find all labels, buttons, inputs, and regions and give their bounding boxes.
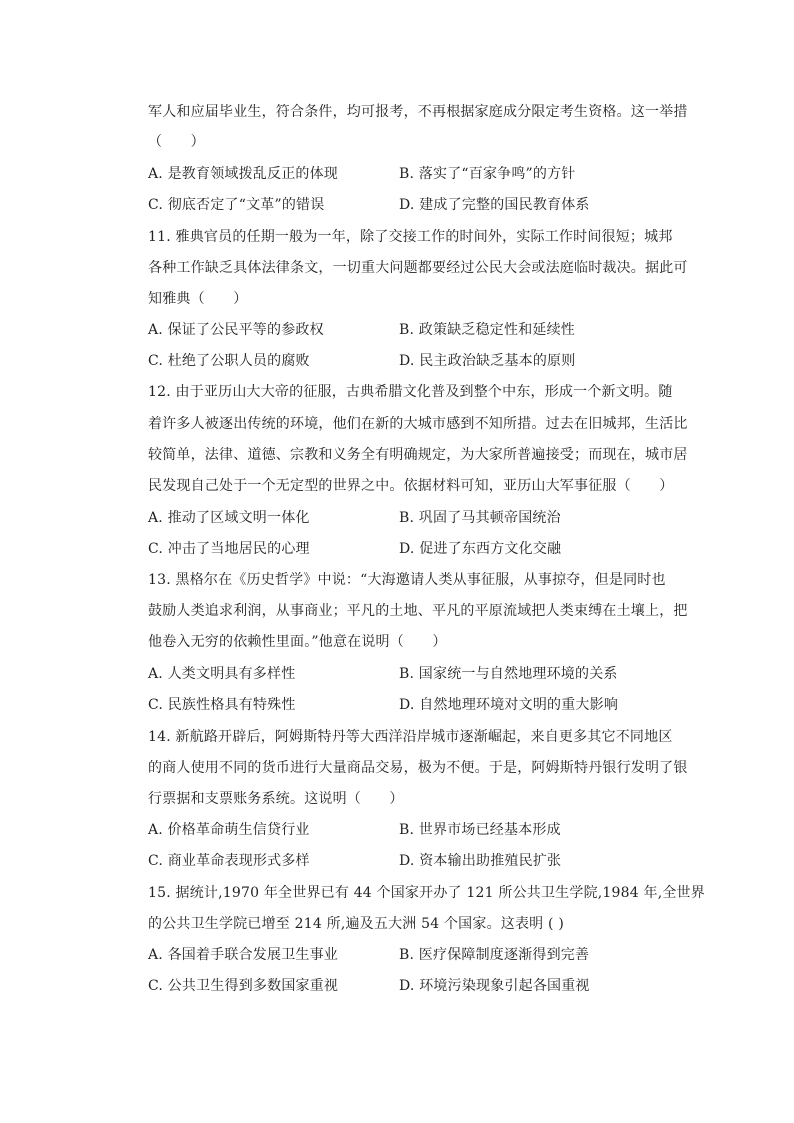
q13-option-d: D. 自然地理环境对文明的重大影响 (399, 697, 619, 713)
q15-option-a: A. 各国着手联合发展卫生事业 (148, 947, 339, 963)
q14-option-a: A. 价格革命萌生信贷行业 (148, 822, 310, 838)
q14-option-b: B. 世界市场已经基本形成 (399, 822, 561, 838)
q15-stem-line-1: 15. 据统计,1970 年全世界已有 44 个国家开办了 121 所公共卫生学院,1984 年,全世界 (148, 885, 705, 901)
q11-stem-line-3: 知雅典（ ） (148, 291, 248, 307)
q15-option-d: D. 环境污染现象引起各国重视 (399, 978, 590, 994)
q15-option-c: C. 公共卫生得到多数国家重视 (148, 978, 339, 994)
q15-option-b: B. 医疗保障制度逐渐得到完善 (399, 947, 590, 963)
q13-option-b: B. 国家统一与自然地理环境的关系 (399, 666, 618, 682)
q11-option-d: D. 民主政治缺乏基本的原则 (399, 353, 576, 369)
q15-stem-line-2: 的公共卫生学院已增至 214 所,遍及五大洲 54 个国家。这表明 ( ) (148, 916, 565, 932)
q12-option-d: D. 促进了东西方文化交融 (399, 541, 562, 557)
q12-option-c: C. 冲击了当地居民的心理 (148, 541, 310, 557)
q14-option-d: D. 资本输出助推殖民扩张 (399, 853, 562, 869)
q10-stem-line-2: （ ） (148, 134, 205, 150)
q14-stem-line-3: 行票据和支票账务系统。这说明（ ） (148, 791, 404, 807)
q11-stem-line-1: 11. 雅典官员的任期一般为一年，除了交接工作的时间外，实际工作时间很短；城邦 (148, 229, 673, 245)
q12-option-b: B. 巩固了马其顿帝国统治 (399, 510, 561, 526)
q14-stem-line-1: 14. 新航路开辟后，阿姆斯特丹等大西洋沿岸城市逐渐崛起，来自更多其它不同地区 (148, 729, 673, 745)
q11-stem-line-2: 各种工作缺乏具体法律条文，一切重大问题都要经过公民大会或法庭临时裁决。据此可 (148, 260, 688, 276)
q14-option-c: C. 商业革命表现形式多样 (148, 853, 310, 869)
q12-option-a: A. 推动了区域文明一体化 (148, 510, 310, 526)
q14-stem-line-2: 的商人使用不同的货币进行大量商品交易，极为不便。于是，阿姆斯特丹银行发明了银 (148, 760, 688, 776)
q12-stem-line-4: 民发现自己处于一个无定型的世界之中。依据材料可知，亚历山大军事征服（ ） (148, 478, 674, 494)
q10-option-c: C. 彻底否定了“文革”的错误 (148, 197, 325, 213)
q10-option-b: B. 落实了“百家争鸣”的方针 (399, 166, 576, 182)
q10-option-a: A. 是教育领域拨乱反正的体现 (148, 166, 339, 182)
q13-option-c: C. 民族性格具有特殊性 (148, 697, 296, 713)
q13-option-a: A. 人类文明具有多样性 (148, 666, 296, 682)
q10-option-d: D. 建成了完整的国民教育体系 (399, 197, 590, 213)
q11-option-b: B. 政策缺乏稳定性和延续性 (399, 322, 575, 338)
q11-option-c: C. 杜绝了公职人员的腐败 (148, 353, 310, 369)
q12-stem-line-3: 较简单，法律、道德、宗教和义务全有明确规定，为大家所普遍接受；而现在，城市居 (148, 447, 688, 463)
q11-option-a: A. 保证了公民平等的参政权 (148, 322, 324, 338)
q13-stem-line-1: 13. 黑格尔在《历史哲学》中说：“大海邀请人类从事征服，从事掠夺，但是同时也 (148, 572, 666, 588)
q13-stem-line-2: 鼓励人类追求利润，从事商业；平凡的土地、平凡的平原流域把人类束缚在土壤上，把 (148, 603, 688, 619)
q12-stem-line-2: 着许多人被逐出传统的环境，他们在新的大城市感到不知所措。过去在旧城邦，生活比 (148, 416, 688, 432)
q10-stem-line-1: 军人和应届毕业生，符合条件，均可报考，不再根据家庭成分限定考生资格。这一举措 (148, 104, 688, 120)
q13-stem-line-3: 他卷入无穷的依赖性里面。”他意在说明（ ） (148, 634, 447, 650)
q12-stem-line-1: 12. 由于亚历山大大帝的征服，古典希腊文化普及到整个中东，形成一个新文明。随 (148, 384, 673, 400)
